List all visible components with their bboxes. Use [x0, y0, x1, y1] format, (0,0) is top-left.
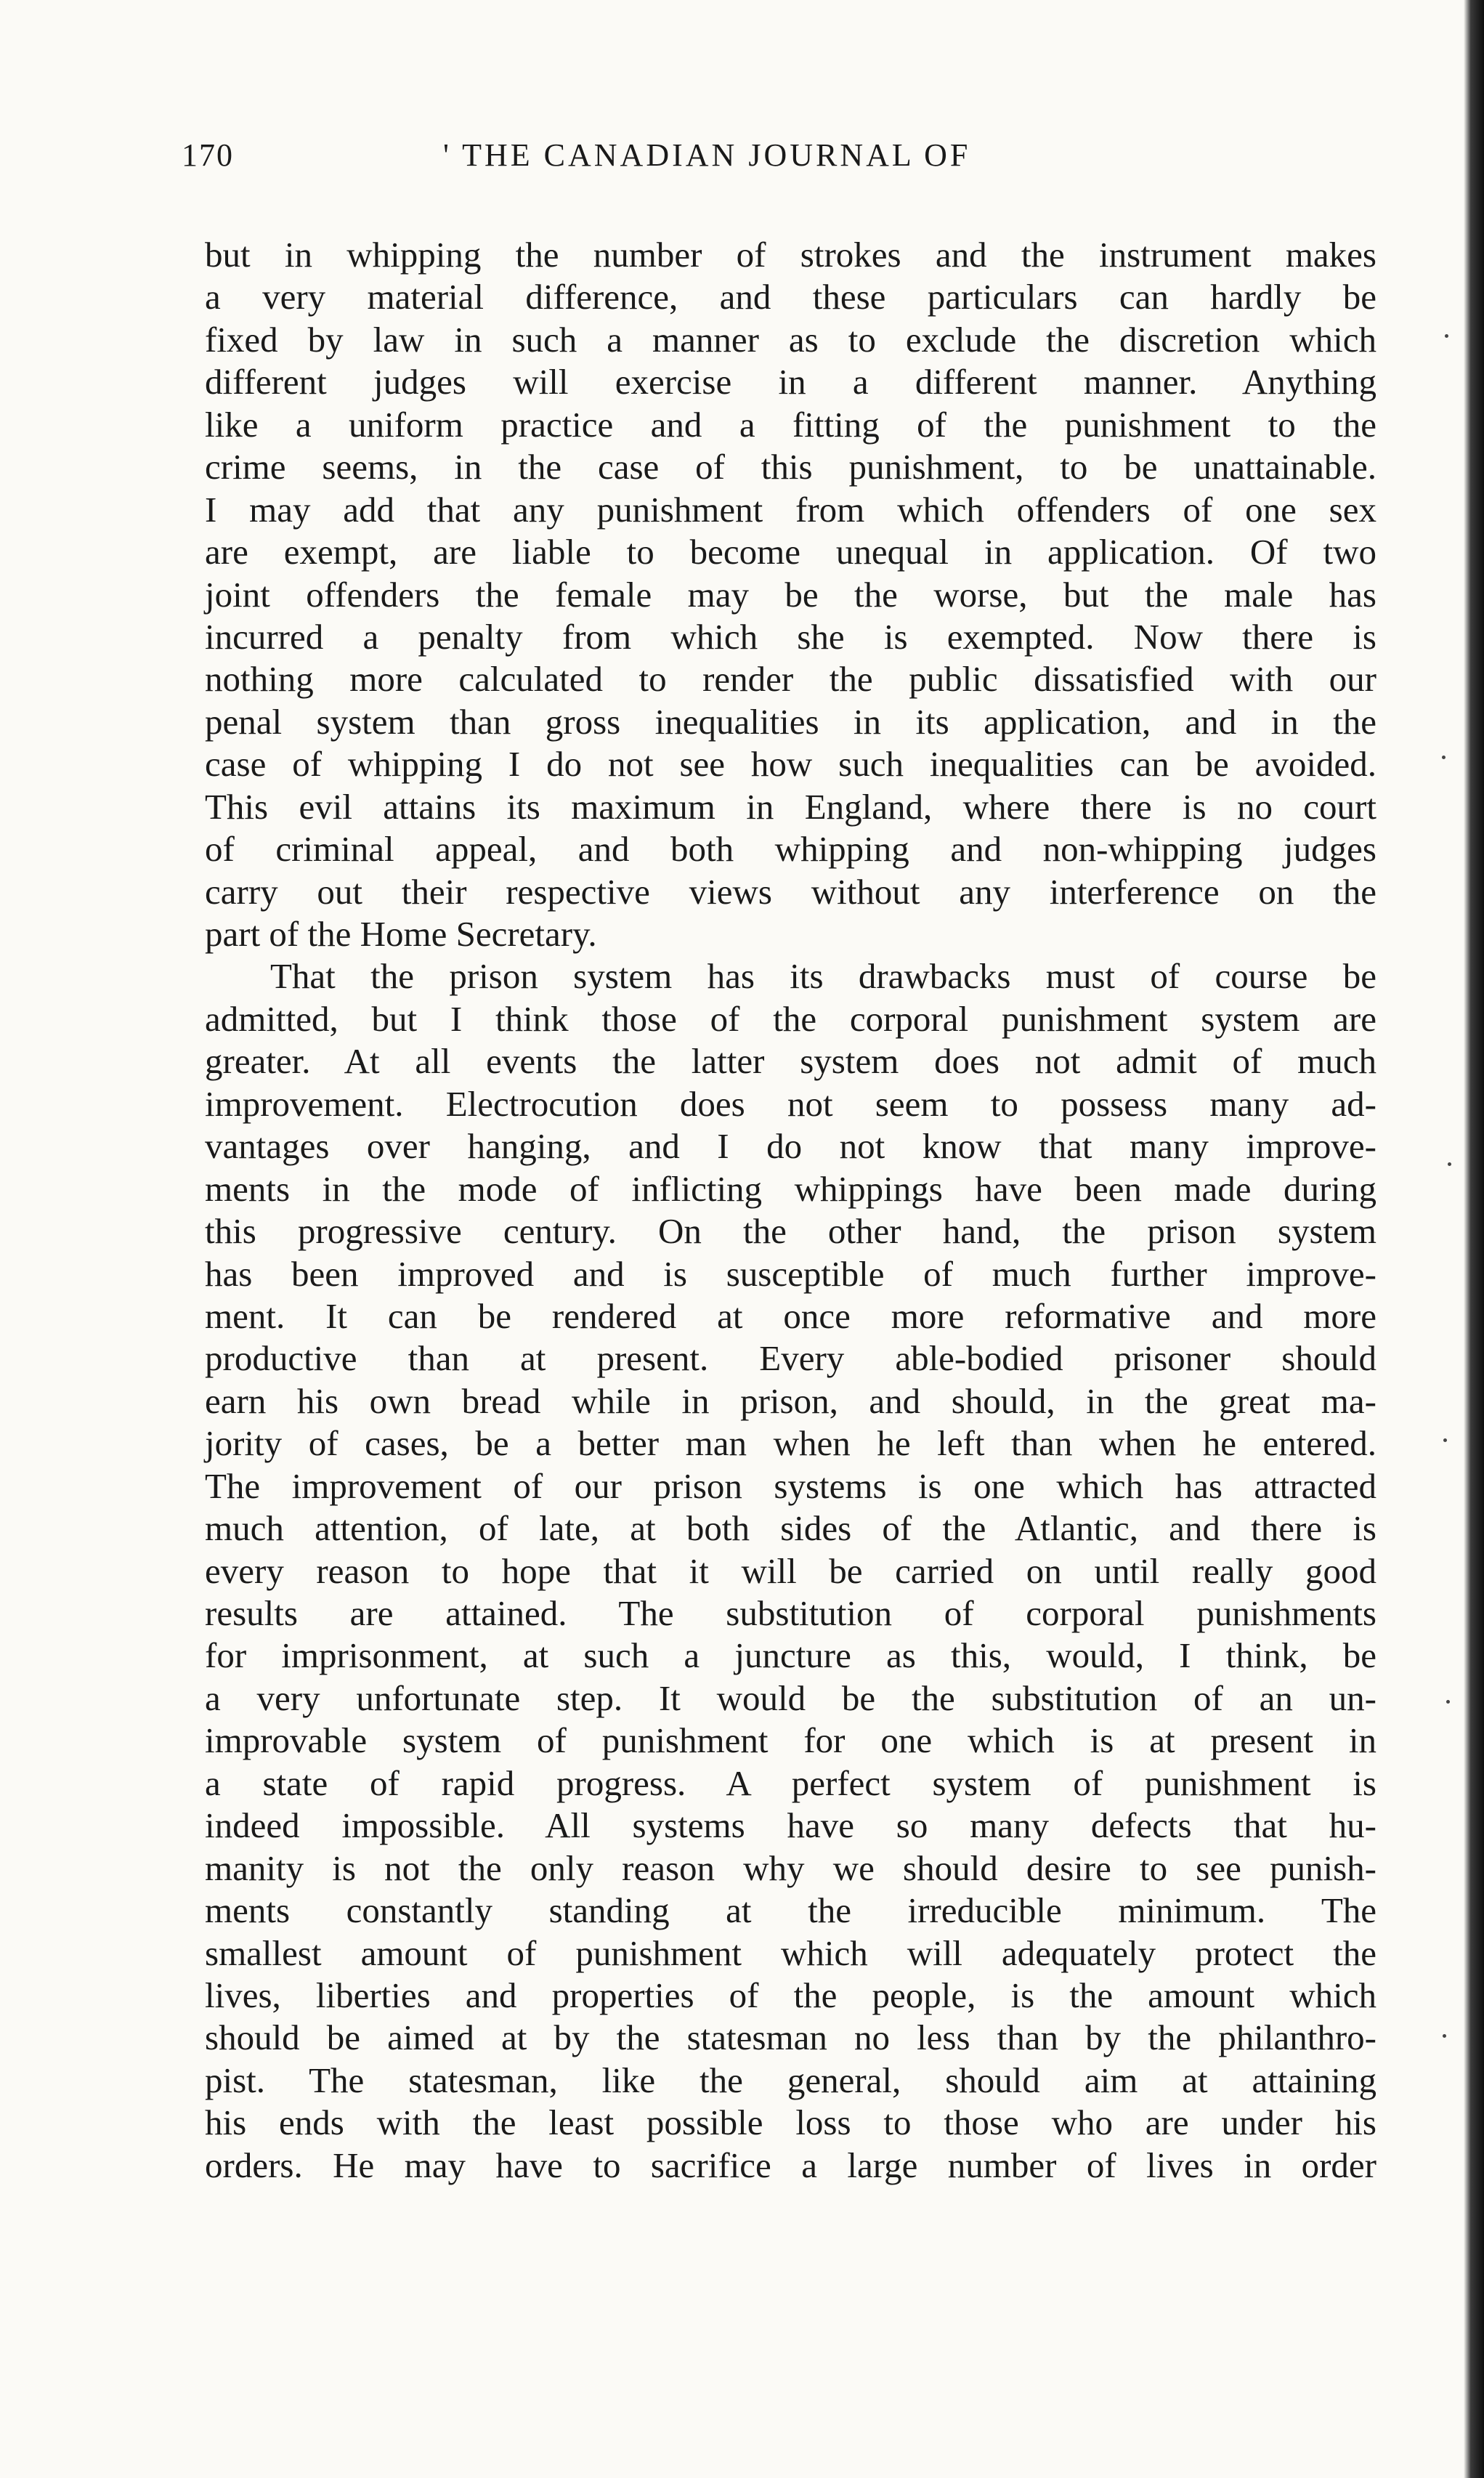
text-line: carry out their respective views without any interference on the: [205, 871, 1376, 912]
text-line: a very material difference, and these particulars can hardly be: [205, 277, 1376, 317]
text-line: improvable system of punishment for one which is at present in: [205, 1720, 1376, 1761]
text-line: ment. It can be rendered at once more reformative and more: [205, 1295, 1376, 1336]
text-line: pist. The statesman, like the general, should aim at attaining: [205, 2060, 1376, 2100]
text-line: penal system than gross inequalities in its application, and in the: [205, 701, 1376, 742]
book-binding-shadow: [1464, 0, 1484, 2478]
text-line: nothing more calculated to render the public dissatisfied with our: [205, 659, 1376, 700]
text-line: improvement. Electrocution does not seem to possess many ad-: [205, 1083, 1376, 1124]
text-line: for imprisonment, at such a juncture as this, would, I think, be: [205, 1635, 1376, 1676]
text-line: jority of cases, be a better man when he left than when he entered.: [205, 1423, 1376, 1464]
text-line: are exempt, are liable to become unequal in application. Of two: [205, 532, 1376, 572]
text-line: a very unfortunate step. It would be the substitution of an un-: [205, 1677, 1376, 1718]
text-line: joint offenders the female may be the worse, but the male has: [205, 574, 1376, 615]
text-line: vantages over hanging, and I do not know that many improve-: [205, 1126, 1376, 1167]
text-line: but in whipping the number of strokes and the instrument makes: [205, 235, 1376, 275]
body-text: [205, 234, 1376, 2187]
text-line: orders. He may have to sacrifice a large number of lives in order: [205, 2145, 1376, 2185]
text-line: earn his own bread while in prison, and should, in the great ma-: [205, 1380, 1376, 1421]
paragraph-end-line: part of the Home Secretary.: [205, 914, 597, 954]
text-line: productive than at present. Every able-bodied prisoner should: [205, 1338, 1376, 1379]
text-line: crime seems, in the case of this punishment, to be unattainable.: [205, 447, 1376, 487]
text-line: this progressive century. On the other hand, the prison system: [205, 1211, 1376, 1252]
text-line: ments in the mode of inflicting whippings have been made during: [205, 1168, 1376, 1209]
text-line: incurred a penalty from which she is exempted. Now there is: [205, 616, 1376, 657]
running-head: ' THE CANADIAN JOURNAL OF: [443, 137, 971, 173]
text-line: every reason to hope that it will be carried on until really good: [205, 1550, 1376, 1591]
text-line: case of whipping I do not see how such inequalities can be avoided.: [205, 744, 1376, 785]
text-line: results are attained. The substitution of corporal punishments: [205, 1593, 1376, 1633]
page-header: [182, 137, 1373, 187]
page-number: 170: [182, 137, 234, 173]
text-line: of criminal appeal, and both whipping and non-whipping judges: [205, 829, 1376, 870]
text-line: a state of rapid progress. A perfect system of punishment is: [205, 1762, 1376, 1803]
text-line: has been improved and is susceptible of much further improve-: [205, 1253, 1376, 1294]
text-line: his ends with the least possible loss to those who are under his: [205, 2102, 1376, 2143]
text-line: This evil attains its maximum in England, where there is no court: [205, 786, 1376, 827]
text-line: admitted, but I think those of the corporal punishment system are: [205, 998, 1376, 1039]
text-line: manity is not the only reason why we should desire to see punish-: [205, 1847, 1376, 1888]
text-line: indeed impossible. All systems have so many defects that hu-: [205, 1805, 1376, 1846]
paragraph-start-line: That the prison system has its drawbacks must of course be: [270, 956, 1376, 997]
text-line: ments constantly standing at the irreducible minimum. The: [205, 1890, 1376, 1931]
text-line: I may add that any punishment from which offenders of one sex: [205, 489, 1376, 530]
text-line: fixed by law in such a manner as to exclude the discretion which: [205, 319, 1376, 360]
text-line: greater. At all events the latter system does not admit of much: [205, 1041, 1376, 1082]
text-line: should be aimed at by the statesman no less than by the philanthro-: [205, 2017, 1376, 2058]
text-line: lives, liberties and properties of the people, is the amount which: [205, 1975, 1376, 2015]
page-edge-specks: [1440, 305, 1455, 2194]
text-line: different judges will exercise in a different manner. Anything: [205, 362, 1376, 402]
text-line: like a uniform practice and a fitting of the punishment to the: [205, 404, 1376, 445]
text-line: smallest amount of punishment which will adequately protect the: [205, 1932, 1376, 1973]
text-line: much attention, of late, at both sides of the Atlantic, and there is: [205, 1508, 1376, 1549]
text-line: The improvement of our prison systems is one which has attracted: [205, 1465, 1376, 1506]
